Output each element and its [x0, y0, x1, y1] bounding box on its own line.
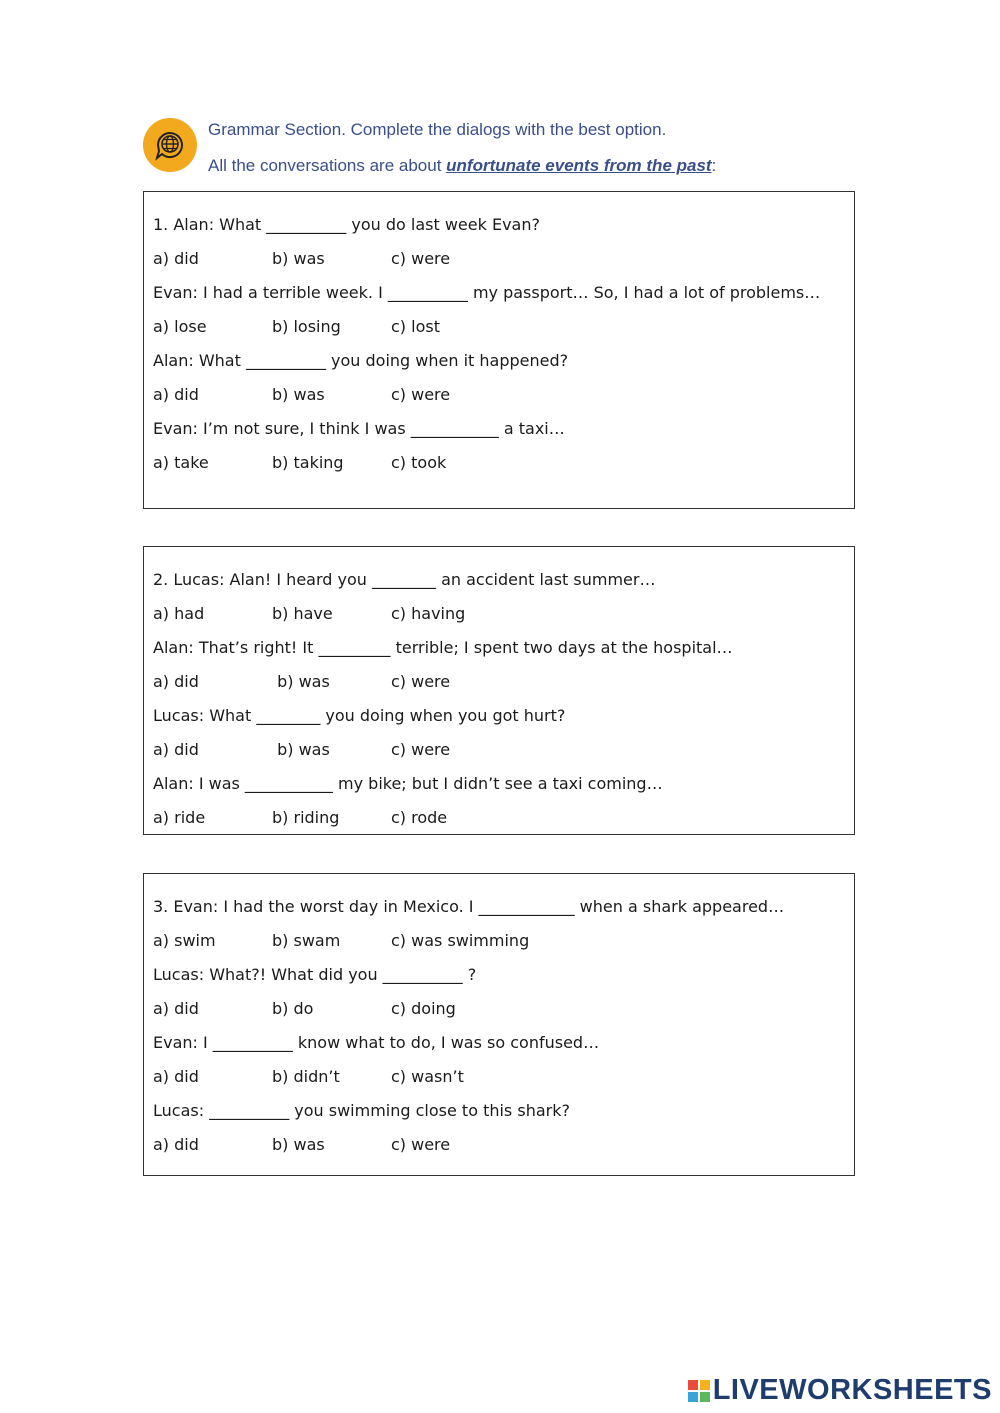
answer-option[interactable]: a) did [153, 672, 199, 691]
answer-options [153, 452, 846, 486]
answer-option[interactable]: c) were [391, 1135, 451, 1154]
answer-options [153, 316, 846, 350]
subtitle-prefix: All the conversations are about [208, 156, 447, 175]
header-icon-badge [143, 118, 197, 172]
answer-option[interactable]: c) was swimming [391, 931, 530, 950]
answer-option[interactable]: c) lost [391, 317, 440, 336]
answer-option[interactable]: a) take [153, 453, 209, 472]
answer-option[interactable]: b) was [272, 249, 325, 268]
exercise-box-3 [143, 873, 855, 1176]
instructions-subtitle [208, 156, 716, 176]
answer-options [153, 807, 846, 841]
answer-option[interactable]: b) swam [272, 931, 341, 950]
answer-option[interactable]: c) were [391, 249, 451, 268]
answer-option[interactable]: b) taking [272, 453, 344, 472]
answer-option[interactable]: b) losing [272, 317, 341, 336]
question-line: Evan: I had a terrible week. I __________ my passport… So, I had a lot of problems… [153, 283, 821, 302]
answer-option[interactable]: a) had [153, 604, 205, 623]
instructions-title: Grammar Section. Complete the dialogs with the best option. [208, 120, 667, 139]
answer-options [153, 603, 846, 637]
answer-option[interactable]: a) did [153, 740, 199, 759]
answer-option[interactable]: a) lose [153, 317, 207, 336]
answer-options [153, 248, 846, 282]
answer-options [153, 671, 846, 705]
question-line: Lucas: What?! What did you __________ ? [153, 965, 477, 984]
brand-mark-square [688, 1380, 698, 1390]
exercise-box-2 [143, 546, 855, 835]
liveworksheets-logo [688, 1374, 992, 1407]
answer-option[interactable]: a) ride [153, 808, 206, 827]
answer-option[interactable]: b) have [272, 604, 333, 623]
question-line: Alan: I was ___________ my bike; but I didn’t see a taxi coming… [153, 774, 663, 793]
question-line: Alan: That’s right! It _________ terrible; I spent two days at the hospital… [153, 638, 733, 657]
answer-options [153, 1134, 846, 1168]
answer-option[interactable]: c) took [391, 453, 447, 472]
exercise-box-1 [143, 191, 855, 509]
answer-option[interactable]: a) did [153, 249, 199, 268]
question-line: 2. Lucas: Alan! I heard you ________ an accident last summer… [153, 570, 656, 589]
answer-option[interactable]: b) was [272, 1135, 325, 1154]
brand-mark-square [700, 1392, 710, 1402]
answer-option[interactable]: c) having [391, 604, 466, 623]
brand-mark-icon [688, 1380, 710, 1402]
brand-name: LIVEWORKSHEETS [712, 1374, 992, 1406]
answer-option[interactable]: c) doing [391, 999, 456, 1018]
answer-options [153, 1066, 846, 1100]
answer-option[interactable]: b) was [272, 385, 325, 404]
question-line: Lucas: What ________ you doing when you got hurt? [153, 706, 566, 725]
answer-options [153, 384, 846, 418]
answer-option[interactable]: c) were [391, 385, 451, 404]
question-line: Alan: What __________ you doing when it happened? [153, 351, 569, 370]
answer-option[interactable]: c) wasn’t [391, 1067, 464, 1086]
answer-option[interactable]: c) rode [391, 808, 448, 827]
globe-chat-icon [152, 127, 188, 163]
answer-option[interactable]: c) were [391, 740, 451, 759]
question-line: 1. Alan: What __________ you do last week Evan? [153, 215, 540, 234]
brand-mark-square [688, 1392, 698, 1402]
question-line: Evan: I’m not sure, I think I was ___________ a taxi… [153, 419, 565, 438]
question-line: 3. Evan: I had the worst day in Mexico. I ____________ when a shark appeared… [153, 897, 785, 916]
answer-option[interactable]: a) swim [153, 931, 216, 950]
answer-options [153, 930, 846, 964]
answer-option[interactable]: a) did [153, 1135, 199, 1154]
answer-option[interactable]: a) did [153, 999, 199, 1018]
answer-option[interactable]: b) didn’t [272, 1067, 340, 1086]
answer-option[interactable]: b) was [272, 672, 330, 691]
question-line: Evan: I __________ know what to do, I was so confused… [153, 1033, 600, 1052]
question-line: Lucas: __________ you swimming close to this shark? [153, 1101, 570, 1120]
subtitle-emphasis: unfortunate events from the past [446, 156, 712, 175]
answer-option[interactable]: c) were [391, 672, 451, 691]
answer-option[interactable]: b) was [272, 740, 330, 759]
subtitle-suffix: : [711, 156, 717, 175]
answer-options [153, 739, 846, 773]
answer-option[interactable]: b) riding [272, 808, 340, 827]
answer-options [153, 998, 846, 1032]
brand-mark-square [700, 1380, 710, 1390]
answer-option[interactable]: a) did [153, 1067, 199, 1086]
answer-option[interactable]: a) did [153, 385, 199, 404]
answer-option[interactable]: b) do [272, 999, 314, 1018]
